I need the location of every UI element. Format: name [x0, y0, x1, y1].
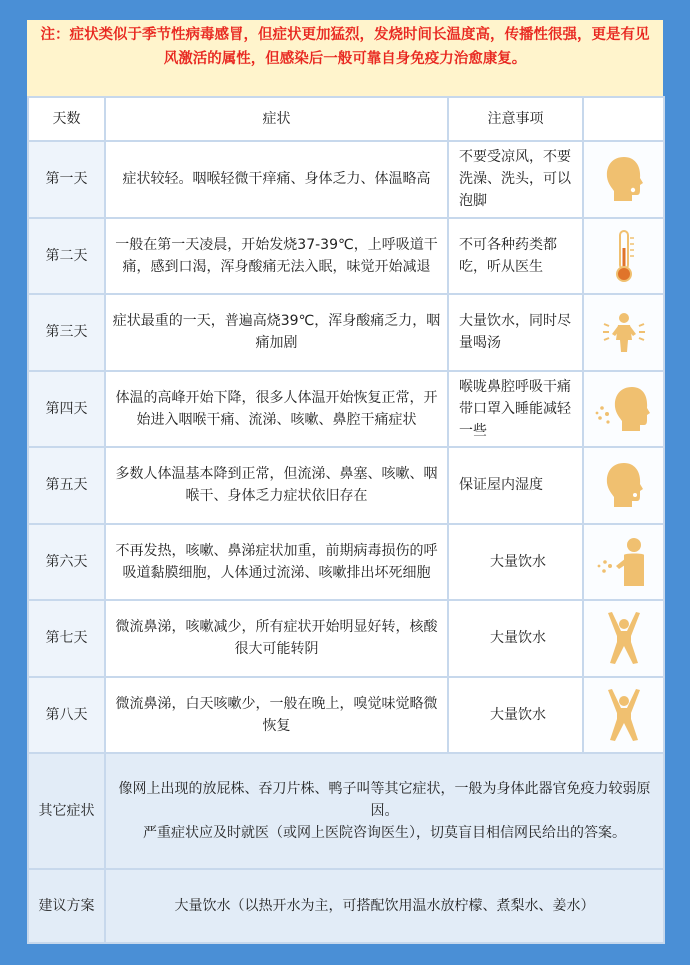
- symptom-cell: 症状最重的一天，普遍高烧39℃，浑身酸痛乏力，咽痛加剧: [105, 294, 448, 371]
- cheering-person-icon: [604, 687, 644, 743]
- day-cell: 第一天: [28, 141, 105, 218]
- symptom-cell: 微流鼻涕，白天咳嗽少，一般在晚上，嗅觉味觉略微恢复: [105, 677, 448, 754]
- head-icon: [602, 460, 646, 510]
- table-row: [28, 677, 664, 754]
- day-cell: 第六天: [28, 524, 105, 601]
- notes-cell: 大量饮水: [448, 524, 583, 601]
- other-symptoms-warning: 严重症状应及时就医（或网上医院咨询医生），切莫盲目相信网民给出的答案。: [143, 825, 626, 841]
- day-cell: 第七天: [28, 600, 105, 677]
- warning-note: 注：症状类似于季节性病毒感冒，但症状更加猛烈，发烧时间长温度高，传播性很强，更是有见风激活的属性，但感染后一般可靠自身免疫力治愈康复。: [27, 20, 663, 96]
- table-row: [28, 371, 664, 448]
- table-row: [28, 218, 664, 295]
- table-row: [28, 294, 664, 371]
- notes-cell: 保证屋内湿度: [448, 447, 583, 524]
- header-icon: [583, 97, 664, 141]
- notes-cell: 喉咙鼻腔呼吸干痛带口罩入睡能减轻一些: [448, 371, 583, 448]
- notes-cell: 大量饮水: [448, 677, 583, 754]
- other-symptoms-label: 其它症状: [28, 753, 105, 869]
- symptom-table: [27, 96, 665, 944]
- other-symptoms-text: 像网上出现的放屁株、吞刀片株、鸭子叫等其它症状，一般为身体此器官免疫力较弱原因。: [118, 781, 651, 819]
- day-cell: 第八天: [28, 677, 105, 754]
- symptom-cell: 不再发热，咳嗽、鼻涕症状加重，前期病毒损伤的呼吸道黏膜细胞，人体通过流涕、咳嗽排出坏死细胞: [105, 524, 448, 601]
- day-cell: 第四天: [28, 371, 105, 448]
- day-cell: 第三天: [28, 294, 105, 371]
- notes-cell: 大量饮水: [448, 600, 583, 677]
- table-header-row: [28, 97, 664, 141]
- notes-cell: 大量饮水，同时尽量喝汤: [448, 294, 583, 371]
- table-row: [28, 141, 664, 218]
- cheering-person-icon: [604, 610, 644, 666]
- suggestion-label: 建议方案: [28, 869, 105, 943]
- symptom-cell: 症状较轻。咽喉轻微干痒痛、身体乏力、体温略高: [105, 141, 448, 218]
- symptom-card: [27, 20, 663, 944]
- day-cell: 第二天: [28, 218, 105, 295]
- table-row: [28, 524, 664, 601]
- table-row: [28, 447, 664, 524]
- thermometer-icon: [609, 228, 639, 284]
- notes-cell: 不要受凉风，不要洗澡、洗头，可以泡脚: [448, 141, 583, 218]
- suggestion-row: [28, 869, 664, 943]
- day-cell: 第五天: [28, 447, 105, 524]
- shivering-person-icon: [598, 310, 650, 354]
- header-symptom: 症状: [105, 97, 448, 141]
- notes-cell: 不可各种药类都吃，听从医生: [448, 218, 583, 295]
- symptom-cell: 多数人体温基本降到正常，但流涕、鼻塞、咳嗽、咽喉干、身体乏力症状依旧存在: [105, 447, 448, 524]
- header-notes: 注意事项: [448, 97, 583, 141]
- symptom-cell: 一般在第一天凌晨，开始发烧37-39℃，上呼吸道干痛，感到口渴，浑身酸痛无法入眠，味觉开始减退: [105, 218, 448, 295]
- suggestion-text: 大量饮水（以热开水为主，可搭配饮用温水放柠檬、煮梨水、姜水）: [105, 869, 664, 943]
- sneeze-icon: [594, 384, 654, 434]
- coughing-person-icon: [596, 536, 652, 588]
- other-symptoms-row: [28, 753, 664, 869]
- table-row: [28, 600, 664, 677]
- symptom-cell: 体温的高峰开始下降，很多人体温开始恢复正常，开始进入咽喉干痛、流涕、咳嗽、鼻腔干痛症状: [105, 371, 448, 448]
- head-icon: [602, 154, 646, 204]
- symptom-cell: 微流鼻涕，咳嗽减少，所有症状开始明显好转，核酸很大可能转阴: [105, 600, 448, 677]
- header-day: 天数: [28, 97, 105, 141]
